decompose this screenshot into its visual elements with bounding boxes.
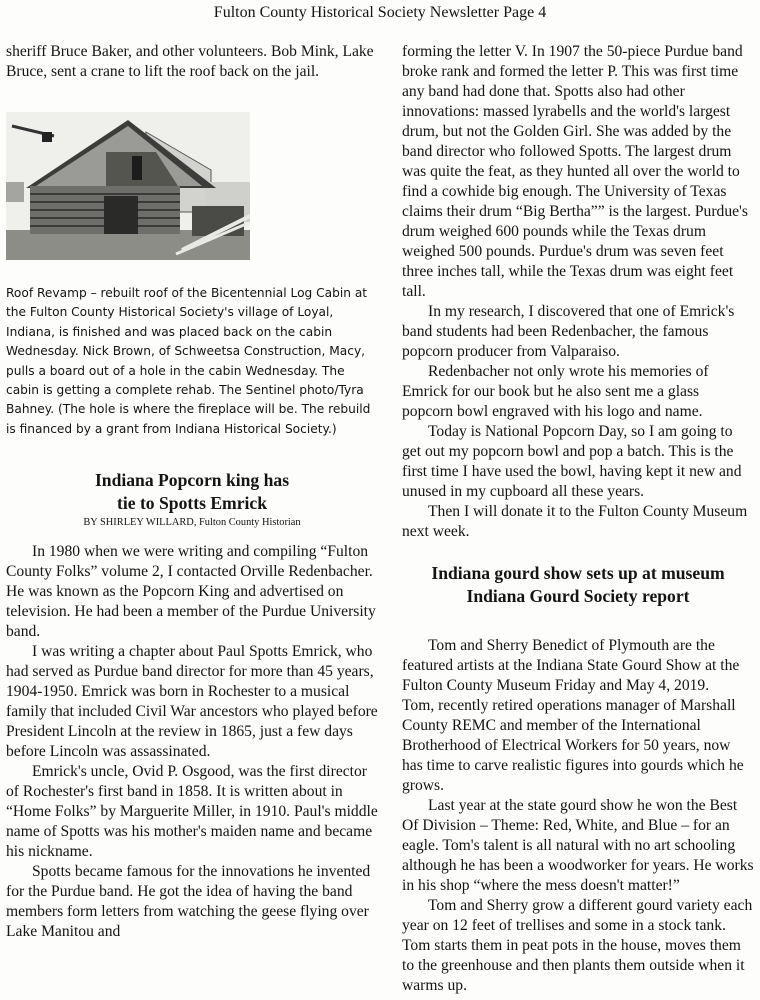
article-paragraph: Emrick's uncle, Ovid P. Osgood, was the first director of Rochester's first band in 1858. It is written about in “Home Folks” by Marguerite Miller, in 1910. Paul's middle name of Spotts was his mother's maiden name and became his nickname.: [6, 763, 378, 861]
article-paragraph: I was writing a chapter about Paul Spotts Emrick, who had served as Purdue band director for more than 45 years, 1904-1950. Emrick was born in Rochester to a musical family that included Civil War ancestors who played before President Lincoln at the review in 1865, just a few days before Lincoln was assassinated.: [6, 643, 378, 761]
article-paragraph: forming the letter V. In 1907 the 50-piece Purdue band broke rank and formed the letter P. This was first time any band had done that. Spotts also had other innovations: massed lyrabells and the world's largest drum, but not the Golden Girl. She was added by the band director who followed Spotts. The largest drum was quite the feat, as they hunted all over the world to find a cowhide big enough. The University of Texas claims their drum “Big Bertha”” is the largest. Purdue's drum weighed 600 pounds while the Texas drum weighed 500 pounds. Purdue's drum was seven feet three inches tall, while the Texas drum was eight feet tall.: [402, 43, 748, 300]
article-paragraph: Tom and Sherry grow a different gourd variety each year on 12 feet of trellises and some in a stock tank. Tom starts them in peat pots in the house, moves them to the greenhouse and then plants them outside when it warms up.: [402, 897, 753, 994]
right-column: [402, 42, 754, 996]
log-cabin-photo: [6, 112, 250, 260]
article-paragraph: Today is National Popcorn Day, so I am going to get out my popcorn bowl and pop a batch. This is the first time I have used the bowl, having kept it new and unused in my cupboard all these years.: [402, 423, 742, 500]
article-paragraph: Then I will donate it to the Fulton County Museum next week.: [402, 503, 748, 540]
article-paragraph: Tom and Sherry Benedict of Plymouth are the featured artists at the Indiana State Gourd Show at the Fulton County Museum Friday and May 4, 2019.: [402, 637, 740, 694]
article-paragraph: Last year at the state gourd show he won the Best Of Division – Theme: Red, White, and Blue – for an eagle. Tom's talent is all natural with no art schooling although he has been a woodworker for years. He works in his shop “where the mess doesn't matter!”: [402, 797, 754, 894]
article-headline-popcorn: [6, 469, 378, 515]
left-column: [6, 42, 378, 942]
page-header: Fulton County Historical Society Newsletter Page 4: [213, 4, 547, 21]
headline-line-1: Indiana Popcorn king has: [94, 470, 290, 491]
headline-line-2: tie to Spotts Emrick: [116, 493, 268, 514]
article-headline-gourd: [402, 562, 754, 608]
article-paragraph: In my research, I discovered that one of Emrick's band students had been Redenbacher, the famous popcorn producer from Valparaiso.: [402, 303, 735, 360]
headline-line-1: Indiana gourd show sets up at museum: [431, 563, 725, 583]
log-cabin-photo-drawing: [6, 112, 250, 260]
article-paragraph: Tom, recently retired operations manager of Marshall County REMC and member of the International Brotherhood of Electrical Workers for 50 years, now has time to carve realistic figures into gourds which he grows.: [402, 697, 744, 794]
continued-paragraph: sheriff Bruce Baker, and other volunteers. Bob Mink, Lake Bruce, sent a crane to lift the roof back on the jail.: [6, 43, 374, 80]
article-paragraph: Spotts became famous for the innovations he invented for the Purdue band. He got the idea of having the band members form letters from watching the geese flying over Lake Manitou and: [6, 863, 371, 941]
photo-caption: Roof Revamp – rebuilt roof of the Bicentennial Log Cabin at the Fulton County Historical Society's village of Loyal, Indiana, is finished and was placed back on the cabin Wednesday. Nick Brown, of Schweetsa Construction, Macy, pulls a board out of a hole in the cabin Wednesday. The cabin is getting a complete rehab. The Sentinel photo/Tyra Bahney. (The hole is where the fireplace will be. The rebuild is financed by a grant from Indiana Historical Society.): [6, 286, 371, 436]
headline-line-2: Indiana Gourd Society report: [466, 586, 690, 606]
article-byline: BY SHIRLEY WILLARD, Fulton County Historian: [83, 517, 301, 529]
article-paragraph: Redenbacher not only wrote his memories of Emrick for our book but he also sent me a glass popcorn bowl engraved with his logo and name.: [402, 363, 709, 420]
article-paragraph: In 1980 when we were writing and compiling “Fulton County Folks” volume 2, I contacted Orville Redenbacher. He was known as the Popcorn King and advertised on television. He had been a member of the Purdue University band.: [6, 543, 376, 641]
